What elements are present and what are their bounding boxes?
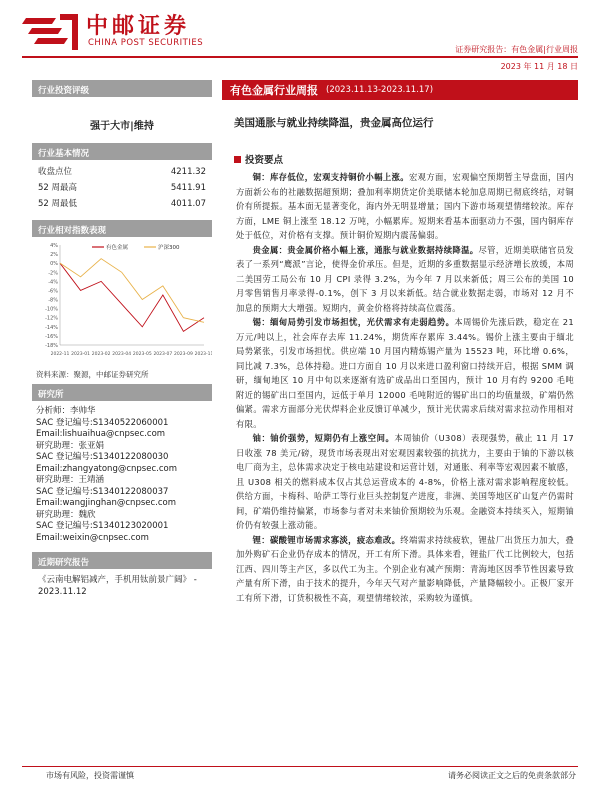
- brand-name: 中邮证券: [86, 13, 191, 39]
- relative-index-chart: [32, 237, 212, 365]
- recent-reports-title: 近期研究报告: [32, 552, 212, 569]
- y-tick-label: 2%: [50, 252, 58, 259]
- x-tick-label: 2023-04: [112, 352, 132, 357]
- key-point-lead: 铜：库存低位，宏观支持铜价小幅上涨。: [252, 172, 409, 182]
- y-tick-label: 0%: [50, 261, 58, 268]
- recent-report-item[interactable]: 《云南电解铝减产，手机用钛前景广阔》 - 2023.11.12: [38, 575, 197, 597]
- basic-info-table: [32, 160, 212, 212]
- basic-info-title: 行业基本情况: [32, 143, 212, 160]
- key-points-heading: [234, 152, 578, 166]
- china-post-logo-icon: [22, 10, 82, 54]
- brand-name-en: CHINA POST SECURITIES: [88, 38, 204, 48]
- key-point-lead: 贵金属：贵金属价格小幅上涨，通胀与就业数据持续降温。: [252, 244, 479, 255]
- report-title-bar: [222, 80, 578, 100]
- report-type: 证券研究报告：有色金属|行业周报: [455, 45, 578, 54]
- basic-label: 收盘点位: [38, 167, 73, 177]
- footer-divider: [22, 766, 578, 767]
- analyst-title: 研究所: [32, 384, 212, 401]
- basic-row: [38, 180, 206, 196]
- y-tick-label: 4%: [50, 243, 58, 249]
- key-point-paragraph: [222, 243, 578, 316]
- analyst-list: [32, 401, 212, 544]
- y-tick-label: -4%: [48, 279, 58, 286]
- header-divider: [22, 56, 578, 58]
- key-point-paragraph: [222, 315, 578, 431]
- analyst-line: 分析师：李帅华: [36, 406, 96, 416]
- industry-rating: 强于大市|维持: [90, 121, 154, 132]
- sidebar: [32, 80, 212, 603]
- series-line-0: [60, 263, 204, 331]
- report-title: 有色金属行业周报: [230, 84, 318, 97]
- footer-risk-notice: 市场有风险，投资需谨慎: [46, 771, 134, 780]
- key-point-lead: 铀：铀价强势，短期仍有上涨空间。: [252, 433, 395, 443]
- x-tick-label: 2022-11: [50, 352, 70, 357]
- main-content: [222, 80, 578, 605]
- x-tick-label: 2023-01: [71, 352, 90, 357]
- key-point-text: 宏观方面，宏观偏空预期暂主导盘面，国内方面新公布的社融数据超预期；叠加利率期货定价美联储本轮加息周期已彻底终结，对铜价有所提振。基本面无显著变化，海内外无明显增量；国内下游市场观望情绪较浓。库存方面，LME 铜上涨至 18.12 万吨，小幅累库。短期来看基本面驱动力不强，国内铜库存处于低位，对价格有支撑。预计铜价短期内震荡偏弱。: [236, 172, 574, 240]
- basic-row: [38, 196, 206, 212]
- basic-row: [38, 164, 206, 180]
- key-point-text: 终端需求持续疲软，锂盐厂出货压力加大，叠加外购矿石企业仍存成本的情况，开工有所下滑。具体来看，锂盐厂代工比例较大，包括江西、四川等主产区，多以代工为主。个别企业有减产预期：青海地区因季节性因素导致产量有所下滑，由于技术的提升，今年天气对产量影响降低，产量降幅较小。正极厂家开工有所下滑，订货积极性不高，观望情绪较浓，采购较为谨慎。: [236, 534, 574, 603]
- y-tick-label: -14%: [45, 324, 58, 331]
- report-range: (2023.11.13-2023.11.17): [326, 85, 434, 95]
- y-tick-label: -6%: [48, 288, 58, 295]
- x-tick-label: 2023-11: [194, 352, 212, 357]
- analyst-line: SAC 登记编号:S1340122080030: [36, 452, 169, 462]
- analyst-line[interactable]: Email:weixin@cnpsec.com: [36, 532, 149, 543]
- basic-value: 4011.07: [170, 199, 206, 209]
- analyst-line: 研究助理：王靖涵: [36, 475, 105, 485]
- basic-value: 4211.32: [170, 167, 206, 177]
- key-point-text: 本周锡价先涨后跌，稳定在 21 万元/吨以上，社会库存去库 11.24%，期货库存累库 3.44%。锡价上涨主要由于缅北局势紧张，引发市场担忧。供应端 10 月国内精炼锡产量为 15523 吨，环比增 0.6%，同比减 7.3%，总体持稳。进口方面自 10 月以来进口盈利窗口持续开启，根据 SMM 调研，缅甸地区 10 月中旬以来逐渐有选矿成品出口至国内，预计 10 月有约 9200 毛吨附近的锡矿出口至国内，远低于单月 12000 毛吨附近的锡矿出口的均值量级，矿端仍然偏紧。需求方面部分光伏焊料企业反馈订单减少，预计光伏需求后续对需求拉动作用相对有限。: [236, 317, 574, 429]
- analyst-line[interactable]: Email:wangjinghan@cnpsec.com: [36, 498, 177, 508]
- analyst-line: 研究助理：魏欣: [36, 509, 96, 520]
- y-tick-label: -2%: [48, 270, 58, 277]
- key-point-lead: 锡：缅甸局势引发市场担忧，光伏需求有走弱趋势。: [252, 317, 455, 327]
- chart-title: 行业相对指数表现: [32, 220, 212, 237]
- analyst-line: 研究助理：张亚娟: [36, 440, 105, 451]
- key-point-paragraph: [222, 431, 578, 533]
- rating-title: 行业投资评级: [32, 80, 212, 97]
- y-tick-label: -16%: [45, 333, 58, 340]
- key-points-title: 投资要点: [245, 155, 284, 166]
- chart-svg: [32, 237, 212, 365]
- y-tick-label: -8%: [48, 297, 58, 304]
- x-tick-label: 2023-07: [153, 352, 173, 357]
- legend-label: 有色金属: [106, 245, 129, 251]
- report-date: 2023 年 11 月 18 日: [500, 62, 578, 71]
- chart-source: 资料来源：聚源，中邮证券研究所: [36, 370, 149, 379]
- footer-disclaimer: 请务必阅读正文之后的免责条款部分: [448, 771, 576, 780]
- key-points-body: [222, 170, 578, 605]
- analyst-line: SAC 登记编号:S1340123020001: [36, 521, 169, 531]
- x-tick-label: 2023-02: [91, 352, 111, 357]
- legend-label: 沪深300: [158, 245, 180, 251]
- key-point-lead: 锂：碳酸锂市场需求寡淡，疲态难改。: [252, 534, 401, 545]
- basic-value: 5411.91: [170, 183, 206, 193]
- x-tick-label: 2023-09: [174, 352, 193, 357]
- basic-label: 52 周最低: [38, 199, 78, 209]
- key-point-text: 本周铀价（U308）表现强势，截止 11 月 17 日收涨 78 美元/磅，现货市场表现出对宏观因素较强的抗扰力，主要由于铀的下游以核电厂商为主，总体需求决定于核电站建设和运营计划，对通胀、利率等宏观因素不敏感，且 U308 相关的燃料成本仅占其总运营成本的 4-8%，价格上涨对需求影响程度较低。供给方面，卡梅科、哈萨工等行业巨头控制复产进度，非洲、美国等地区矿山复产仍需时间，矿端仍维持偏紧，市场参与者对未来铀价预期较为乐观。金融资本持续买入，短期铀价仍有较强上涨动能。: [236, 433, 575, 530]
- x-tick-label: 2023-05: [132, 352, 152, 357]
- key-point-paragraph: [222, 533, 578, 606]
- y-tick-label: -18%: [45, 343, 58, 349]
- y-tick-label: -12%: [45, 315, 58, 322]
- analyst-line: SAC 登记编号:S1340122080037: [36, 486, 169, 497]
- key-point-paragraph: [222, 170, 578, 243]
- basic-label: 52 周最高: [38, 183, 78, 193]
- y-tick-label: -10%: [45, 306, 58, 313]
- report-headline: 美国通胀与就业持续降温，贵金属高位运行: [234, 117, 434, 129]
- analyst-line[interactable]: Email:lishuaihua@cnpsec.com: [36, 429, 166, 439]
- analyst-line[interactable]: Email:zhangyatong@cnpsec.com: [36, 463, 177, 474]
- key-point-text: 尽管，近期美联储官员发表了一系列“鹰派”言论，使得金价承压。但是，近期的多重数据显示经济增长放缓，本周二美国劳工局公布 10 月 CPI 录得 3.2%，为今年 7 月以来新低；周三公布的美国 10 月零售销售月率录得-0.1%，创下 3 月以来新低。结合就业数据走弱，市场对 12 月不加息的预期大大增强。短期内，黄金价格将持续高位震荡。: [236, 244, 574, 313]
- analyst-line: SAC 登记编号:S1340522060001: [36, 417, 169, 428]
- bullet-square-icon: [234, 156, 241, 163]
